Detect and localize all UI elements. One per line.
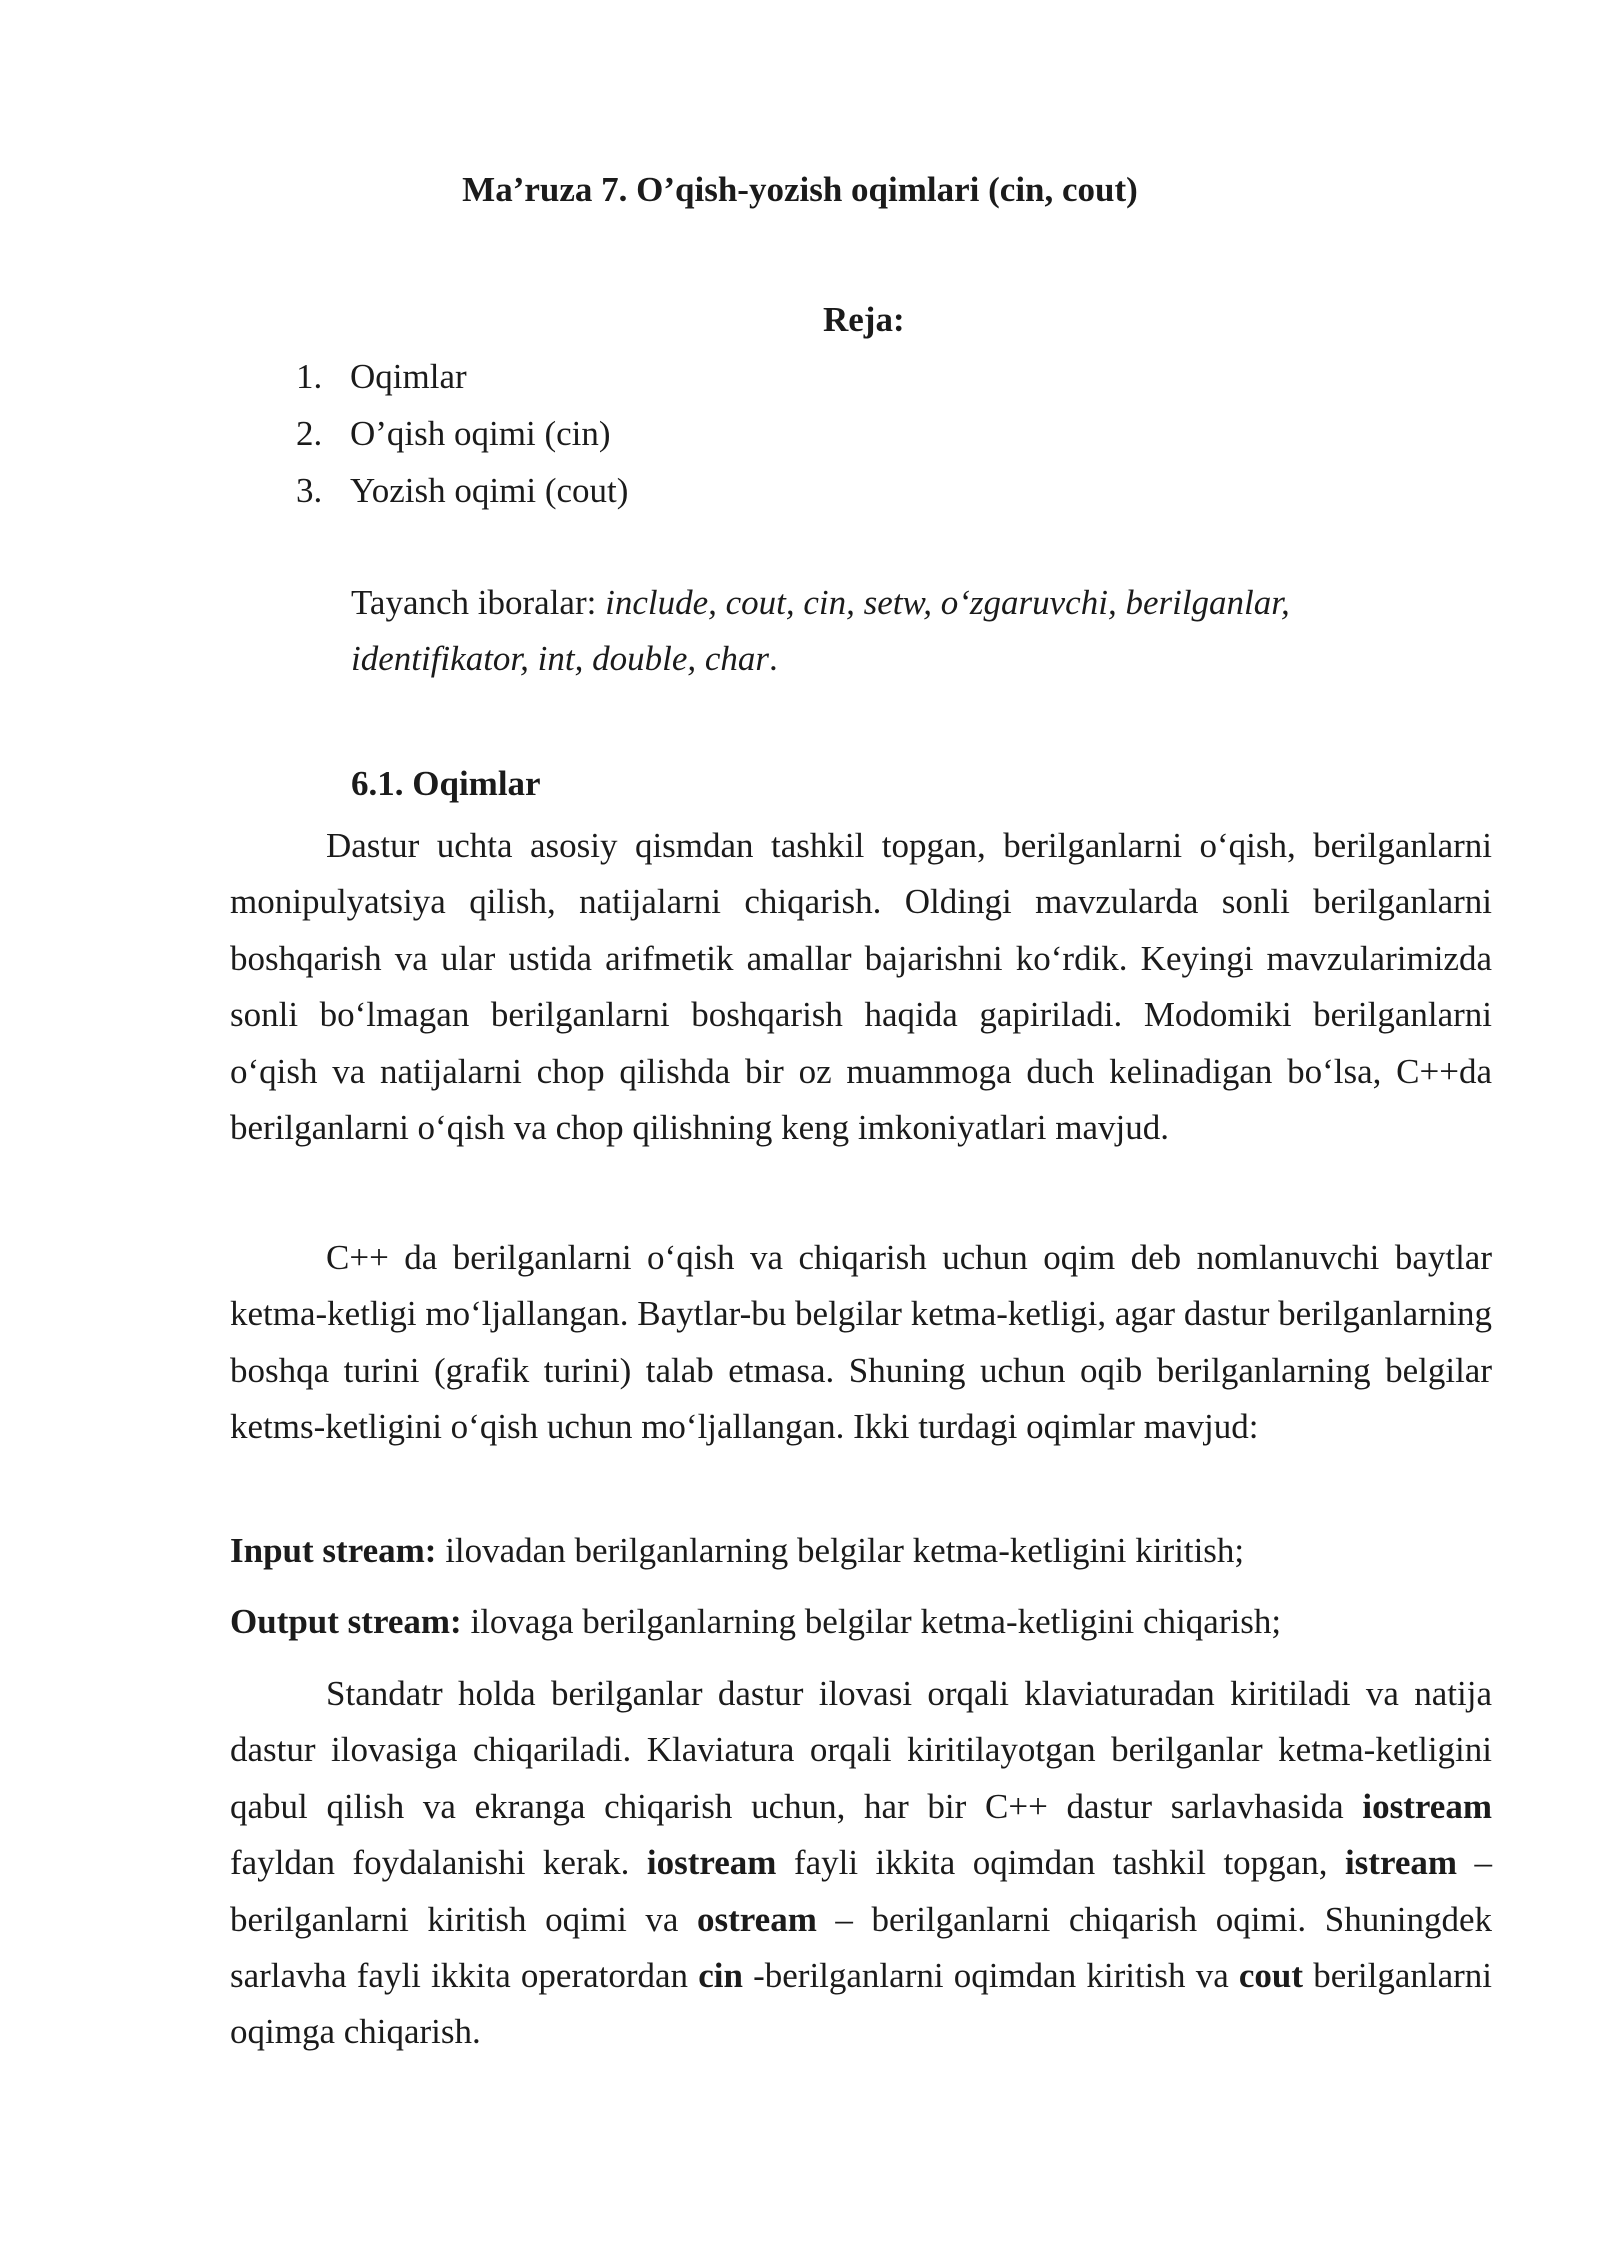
input-stream-label: Input stream: (230, 1531, 437, 1570)
keywords-terms: include, cout, cin, setw, o‘zgaruvchi, berilganlar, identifikator, int, double, char (351, 583, 1290, 678)
keywords-end: . (769, 639, 778, 678)
plan-list (296, 348, 628, 519)
paragraph-2: C++ da berilganlarni o‘qish va chiqarish uchun oqim deb nomlanuvchi baytlar ketma-ketligi mo‘ljallangan. Baytlar-bu belgilar ketma-ketligi, agar dastur berilganlarning boshqa turini (grafik turini) talab etmasa. Shuning uchun oqib berilganlarning belgilar ketms-ketligini o‘qish uchun mo‘ljallangan. Ikki turdagi oqimlar mavjud: (230, 1238, 1492, 1447)
keywords-label: Tayanch iboralar: (351, 583, 606, 622)
output-stream-line (230, 1600, 1492, 1644)
lecture-title: Ma’ruza 7. O’qish-yozish oqimlari (cin, cout) (462, 170, 1138, 209)
plan-item-number: 2. (296, 414, 323, 453)
plan-item-text: Yozish oqimi (cout) (350, 471, 629, 510)
input-stream-text: ilovadan berilganlarning belgilar ketma-ketligini kiritish; (436, 1531, 1245, 1570)
plan-item-text: O’qish oqimi (cin) (350, 414, 611, 453)
paragraph-3-text: fayldan foydalanishi kerak. (230, 1843, 647, 1883)
plan-item (296, 348, 628, 405)
term-istream: istream (1344, 1843, 1458, 1883)
paragraph-3-text: – berilganlarni chiqarish oqimi. Shuningdek sarlavha fayli ikkita operatordan (230, 1899, 1492, 1996)
section-heading: 6.1. Oqimlar (351, 764, 541, 803)
term-cout: cout (1238, 1956, 1304, 1996)
output-stream-label: Output stream: (230, 1602, 462, 1641)
term-iostream: iostream (646, 1843, 777, 1883)
plan-item (296, 405, 628, 462)
paragraph-3-text: Standatr holda berilganlar dastur ilovasi orqali klaviaturadan kiritiladi va natija dastur ilovasiga chiqariladi. Klaviatura orqali kiritilayotgan berilganlar ketma-ketligini qabul qilish va ekranga chiqarish uchun, har bir C++ dastur sarlavhasida (230, 1674, 1492, 1826)
paragraph-3-text: – berilganlarni kiritish oqimi va (230, 1843, 1492, 1939)
paragraph-3-text: -berilganlarni oqimdan kiritish va (742, 1956, 1239, 1996)
output-stream-text: ilovaga berilganlarning belgilar ketma-ketligini chiqarish; (461, 1602, 1282, 1641)
term-ostream: ostream (696, 1899, 817, 1939)
plan-item-number: 1. (296, 357, 323, 396)
paragraph-3-text: fayli ikkita oqimdan tashkil topgan, (776, 1843, 1345, 1883)
term-cin: cin (698, 1956, 743, 1996)
plan-heading: Reja: (823, 300, 905, 339)
plan-item-number: 3. (296, 471, 323, 510)
plan-item (296, 462, 628, 519)
term-iostream: iostream (1362, 1786, 1492, 1826)
paragraph-1: Dastur uchta asosiy qismdan tashkil topgan, berilganlarni o‘qish, berilganlarni monipulyatsiya qilish, natijalarni chiqarish. Oldingi mavzularda sonli berilganlarni boshqarish va ular ustida arifmetik amallar bajarishni ko‘rdik. Keyingi mavzularimizda sonli bo‘lmagan berilganlarni boshqarish haqida gapiriladi. Modomiki berilganlarni o‘qish va natijalarni chop qilishda bir oz muammoga duch kelinadigan bo‘lsa, C++da berilganlarni o‘qish va chop qilishning keng imkoniyatlari mavjud. (230, 826, 1492, 1148)
paragraph-3-text: berilganlarni oqimga chiqarish. (230, 1956, 1493, 2052)
input-stream-line (230, 1529, 1492, 1573)
paragraph-3 (230, 1666, 1492, 2061)
keywords-block (351, 575, 1351, 687)
plan-item-text: Oqimlar (350, 357, 467, 396)
